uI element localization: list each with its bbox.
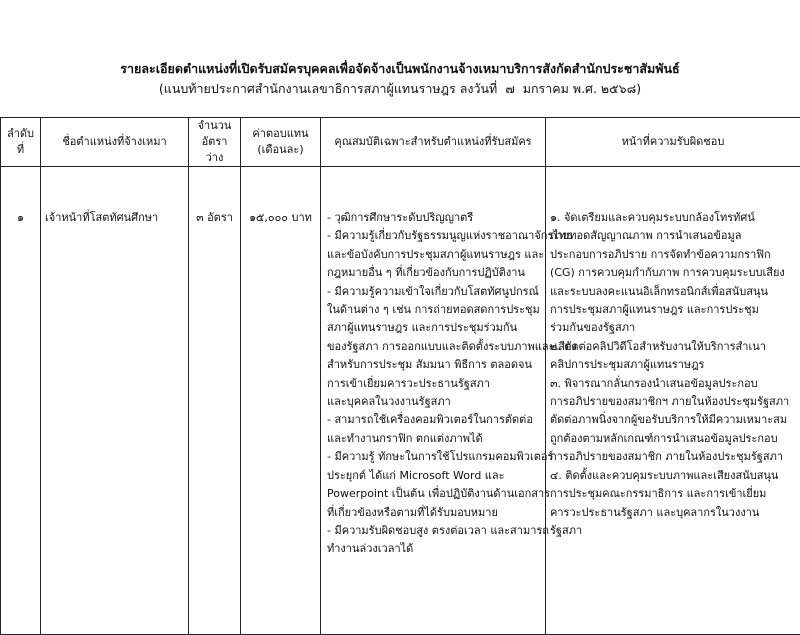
qualification-line: และบุคคลในวงงานรัฐสภา xyxy=(327,393,541,411)
header-duties: หน้าที่ความรับผิดชอบ xyxy=(546,118,800,167)
duty-line: ๓. พิจารณากลั่นกรองนำเสนอข้อมูลประกอบ xyxy=(550,375,798,393)
duty-line: การประชุมคณะกรรมาธิการ และการเข้าเยี่ยม xyxy=(550,485,798,503)
subtitle-day: ๗ xyxy=(505,81,514,96)
qualification-line: - มีความรู้ ทักษะในการใช้โปรแกรมคอมพิวเตอร์ xyxy=(327,448,541,466)
qualification-line: - วุฒิการศึกษาระดับปริญญาตรี xyxy=(327,209,541,227)
qualification-line: - สามารถใช้เครื่องคอมพิวเตอร์ในการตัดต่อ xyxy=(327,411,541,429)
cell-pay: ๑๕,๐๐๐ บาท xyxy=(241,167,321,635)
header-pay-line1: ค่าตอบแทน xyxy=(245,126,316,142)
cell-qualifications xyxy=(321,167,546,635)
qualification-line: กฎหมายอื่น ๆ ที่เกี่ยวข้องกับการปฏิบัติงาน xyxy=(327,264,541,282)
duty-line: รัฐสภา xyxy=(550,522,798,540)
duty-line: การอภิปรายของสมาชิกฯ ภายในห้องประชุมรัฐสภา xyxy=(550,393,798,411)
qualification-line: การเข้าเยี่ยมคารวะประธานรัฐสภา xyxy=(327,375,541,393)
duty-line: ๑. จัดเตรียมและควบคุมระบบกล้องโทรทัศน์ xyxy=(550,209,798,227)
duty-line: ถูกต้องตามหลักเกณฑ์การนำเสนอข้อมูลประกอบ xyxy=(550,430,798,448)
qualification-line: ของรัฐสภา การออกแบบและติดตั้งระบบภาพและเสียง xyxy=(327,338,541,356)
duty-line: การอภิปรายของสมาชิก ภายในห้องประชุมรัฐสภา xyxy=(550,448,798,466)
header-pay xyxy=(241,118,321,167)
header-vacancy-line1: จำนวน xyxy=(193,118,236,134)
table-header-row xyxy=(1,118,800,167)
qualification-line: - มีความรับผิดชอบสูง ตรงต่อเวลา และสามารถ xyxy=(327,522,541,540)
header-vacancy xyxy=(189,118,241,167)
header-position: ชื่อตำแหน่งที่จ้างเหมา xyxy=(41,118,189,167)
duty-line: ๒. ตัดต่อคลิปวิดีโอสำหรับงานให้บริการสำเนา xyxy=(550,338,798,356)
qualification-line: ทำงานล่วงเวลาได้ xyxy=(327,540,541,558)
document-title: รายละเอียดตำแหน่งที่เปิดรับสมัครบุคคลเพื่อจัดจ้างเป็นพนักงานจ้างเหมาบริการสังกัดสำนักประชาสัมพันธ์ xyxy=(0,60,800,78)
table-row xyxy=(1,167,800,635)
duty-line: การประชุมสภาผู้แทนราษฎร และการประชุม xyxy=(550,301,798,319)
header-no: ลำดับที่ xyxy=(1,118,41,167)
qualification-line: สภาผู้แทนราษฎร และการประชุมร่วมกัน xyxy=(327,319,541,337)
qualification-line: Powerpoint เป็นต้น เพื่อปฏิบัติงานด้านเอกสาร xyxy=(327,485,541,503)
document-subtitle xyxy=(0,80,800,98)
duty-line: (CG) การควบคุมกำกับภาพ การควบคุมระบบเสียง xyxy=(550,264,798,282)
duty-line: คลิปการประชุมสภาผู้แทนราษฎร xyxy=(550,356,798,374)
duty-line: ร่วมกันของรัฐสภา xyxy=(550,319,798,337)
qualification-line: ในด้านต่าง ๆ เช่น การถ่ายทอดสดการประชุม xyxy=(327,301,541,319)
duty-line: ประกอบการอภิปราย การจัดทำข้อความกราฟิก xyxy=(550,246,798,264)
cell-no: ๑ xyxy=(1,167,41,635)
qualification-line: และข้อบังคับการประชุมสภาผู้แทนราษฎร และ xyxy=(327,246,541,264)
cell-duties xyxy=(546,167,800,635)
subtitle-date: มกราคม พ.ศ. ๒๕๖๘) xyxy=(523,81,641,96)
qualification-line: ประยุกต์ ได้แก่ Microsoft Word และ xyxy=(327,467,541,485)
header-pay-line2: (เดือนละ) xyxy=(245,142,316,158)
qualification-line: - มีความรู้ความเข้าใจเกี่ยวกับโสตทัศนูปกรณ์ xyxy=(327,283,541,301)
duty-line: ถ่ายทอดสัญญาณภาพ การนำเสนอข้อมูล xyxy=(550,227,798,245)
subtitle-prefix: (แนบท้ายประกาศสำนักงานเลขาธิการสภาผู้แทนราษฎร ลงวันที่ xyxy=(159,81,497,96)
duty-line: ๔. ติดตั้งและควบคุมระบบภาพและเสียงสนับสนุน xyxy=(550,467,798,485)
duty-line: และระบบลงคะแนนอิเล็กทรอนิกส์เพื่อสนับสนุน xyxy=(550,283,798,301)
cell-position: เจ้าหน้าที่โสตทัศนศึกษา xyxy=(41,167,189,635)
header-vacancy-line2: อัตราว่าง xyxy=(193,134,236,166)
qualification-line: สำหรับการประชุม สัมมนา พิธีการ ตลอดจน xyxy=(327,356,541,374)
positions-table xyxy=(0,117,800,635)
qualification-line: - มีความรู้เกี่ยวกับรัฐธรรมนูญแห่งราชอาณาจักรไทย xyxy=(327,227,541,245)
qualification-line: และทำงานกราฟิก ตกแต่งภาพได้ xyxy=(327,430,541,448)
duty-line: คารวะประธานรัฐสภา และบุคลากรในวงงาน xyxy=(550,504,798,522)
qualification-line: ที่เกี่ยวข้องหรือตามที่ได้รับมอบหมาย xyxy=(327,504,541,522)
header-qualifications: คุณสมบัติเฉพาะสำหรับตำแหน่งที่รับสมัคร xyxy=(321,118,546,167)
duty-line: ตัดต่อภาพนิ่งจากผู้ขอรับบริการให้มีความเหมาะสม xyxy=(550,411,798,429)
cell-vacancy: ๓ อัตรา xyxy=(189,167,241,635)
